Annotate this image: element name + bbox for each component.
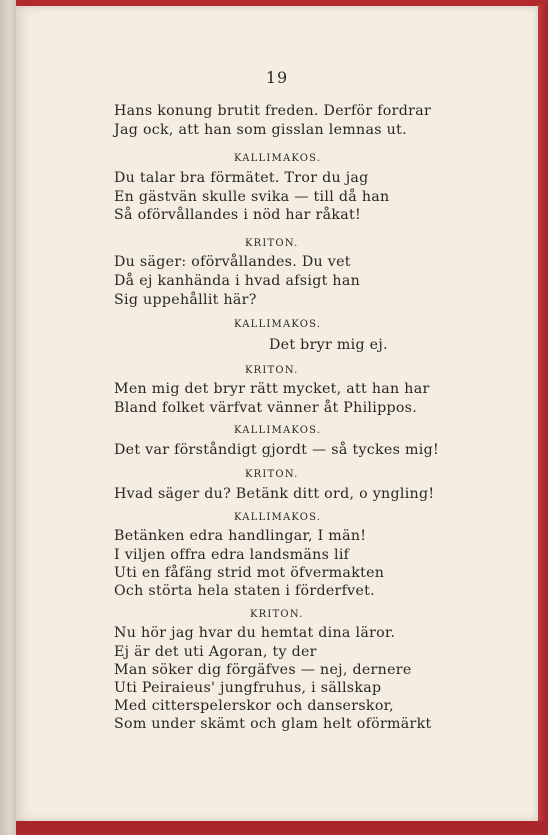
verse-line: Ej är det uti Agoran, ty der <box>114 644 317 660</box>
verse-line: Du talar bra förmätet. Tror du jag <box>114 170 369 186</box>
verse-line: Hvad säger du? Betänk ditt ord, o yngling! <box>114 486 435 502</box>
verse-line: Så oförvållandes i nöd har råkat! <box>114 207 362 223</box>
speaker-name: KRITON. <box>245 238 299 249</box>
verse-line: Sig uppehållit här? <box>114 292 257 308</box>
book-page <box>16 6 538 821</box>
verse-line: Hans konung brutit freden. Derför fordrar <box>114 103 432 119</box>
book-cover-right-edge <box>538 4 548 829</box>
speaker-name: KALLIMAKOS. <box>234 319 322 330</box>
verse-line: Bland folket värfvat vänner åt Philippos. <box>114 400 418 416</box>
speaker-name: KALLIMAKOS. <box>234 425 322 436</box>
verse-line: Betänken edra handlingar, I män! <box>114 528 367 544</box>
verse-line: En gästvän skulle svika — till då han <box>114 189 390 205</box>
verse-line: Det bryr mig ej. <box>269 337 388 353</box>
speaker-name: KRITON. <box>245 365 299 376</box>
verse-line: Uti Peiraieus' jungfruhus, i sällskap <box>114 680 382 696</box>
speaker-name: KALLIMAKOS. <box>234 153 322 164</box>
verse-line: Du säger: oförvållandes. Du vet <box>114 254 351 270</box>
speaker-name: KRITON. <box>245 469 299 480</box>
verse-line: Det var förståndigt gjordt — så tyckes mig! <box>114 442 439 458</box>
speaker-name: KALLIMAKOS. <box>234 512 322 523</box>
page-number: 19 <box>265 68 289 87</box>
book-cover-left-edge <box>0 0 16 835</box>
verse-line: Och störta hela staten i förderfvet. <box>114 583 375 599</box>
verse-line: Nu hör jag hvar du hemtat dina läror. <box>114 625 396 641</box>
verse-line: Då ej kanhända i hvad afsigt han <box>114 273 361 289</box>
verse-line: Man söker dig förgäfves — nej, dernere <box>114 662 412 678</box>
verse-line: Som under skämt och glam helt oförmärkt <box>114 716 432 732</box>
page-content <box>16 6 538 821</box>
verse-line: Jag ock, att han som gisslan lemnas ut. <box>114 122 407 138</box>
verse-line: Med citterspelerskor och danserskor, <box>114 698 394 714</box>
speaker-name: KRITON. <box>250 609 304 620</box>
book-cover-bottom-edge <box>16 821 548 835</box>
verse-line: Men mig det bryr rätt mycket, att han har <box>114 381 430 397</box>
verse-line: I viljen offra edra landsmäns lif <box>114 547 350 563</box>
verse-line: Uti en fåfäng strid mot öfvermakten <box>114 565 385 581</box>
